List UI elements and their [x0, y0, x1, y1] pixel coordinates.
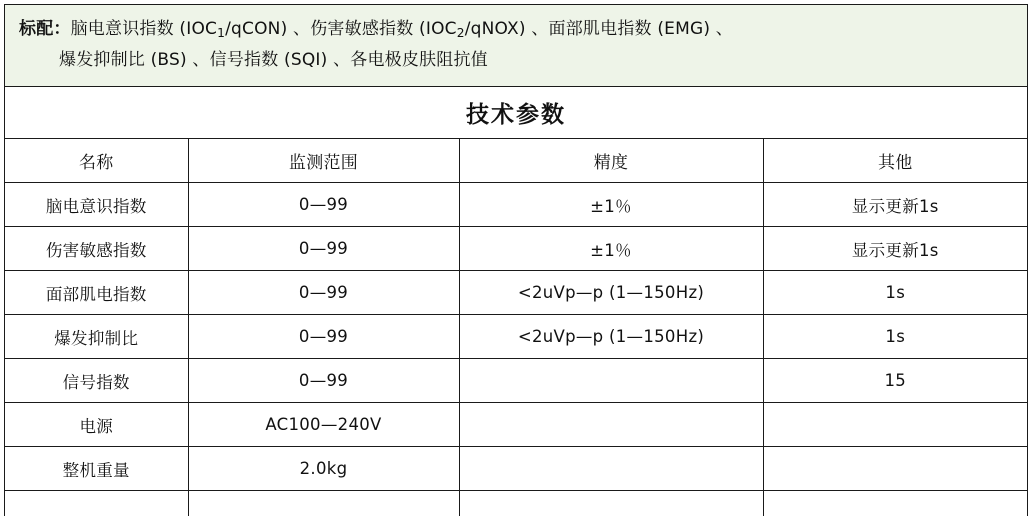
cell-other [763, 447, 1027, 491]
cell-accuracy: ±1％ [459, 183, 763, 227]
cell-range: 2.0kg [188, 447, 459, 491]
cell-clipped [763, 491, 1027, 516]
cell-name: 爆发抑制比 [5, 315, 188, 359]
cell-accuracy [459, 403, 763, 447]
cell-clipped [188, 491, 459, 516]
cell-name: 电源 [5, 403, 188, 447]
cell-name: 整机重量 [5, 447, 188, 491]
table-row [5, 403, 1027, 447]
cell-name: 伤害敏感指数 [5, 227, 188, 271]
table-row-clipped [5, 491, 1027, 516]
cell-range: AC100—240V [188, 403, 459, 447]
cell-range: 0—99 [188, 271, 459, 315]
note-sub-1: 1 [217, 26, 226, 41]
cell-range: 0—99 [188, 183, 459, 227]
table-header-row [5, 139, 1027, 183]
note-sub-2: 2 [456, 26, 465, 41]
cell-clipped [459, 491, 763, 516]
cell-name: 面部肌电指数 [5, 271, 188, 315]
cell-clipped [5, 491, 188, 516]
cell-range: 0—99 [188, 315, 459, 359]
table-row [5, 315, 1027, 359]
cell-accuracy: <2uVp—p (1—150Hz) [459, 315, 763, 359]
cell-accuracy [459, 447, 763, 491]
cell-other: 显示更新1s [763, 227, 1027, 271]
column-header-accuracy: 精度 [459, 139, 763, 183]
spec-document [4, 4, 1028, 516]
table-row [5, 183, 1027, 227]
spec-table [5, 139, 1027, 516]
cell-range: 0—99 [188, 359, 459, 403]
table-row [5, 227, 1027, 271]
cell-name: 脑电意识指数 [5, 183, 188, 227]
cell-other: 1s [763, 271, 1027, 315]
standard-config-note [5, 5, 1027, 87]
note-line-1 [19, 14, 1013, 45]
note-line-2: 爆发抑制比 (BS) 、信号指数 (SQI) 、各电极皮肤阻抗值 [59, 50, 488, 70]
cell-other: 1s [763, 315, 1027, 359]
cell-range: 0—99 [188, 227, 459, 271]
note-line-1-part-c: /qNOX) 、面部肌电指数 (EMG) 、 [464, 19, 733, 39]
cell-accuracy [459, 359, 763, 403]
note-line-1-part-b: /qCON) 、伤害敏感指数 (IOC [225, 19, 457, 39]
cell-other: 显示更新1s [763, 183, 1027, 227]
column-header-other: 其他 [763, 139, 1027, 183]
table-row [5, 271, 1027, 315]
note-label: 标配： [19, 19, 71, 39]
cell-other [763, 403, 1027, 447]
cell-accuracy: <2uVp—p (1—150Hz) [459, 271, 763, 315]
cell-name: 信号指数 [5, 359, 188, 403]
note-line-1-part-a: 脑电意识指数 (IOC [70, 19, 218, 39]
cell-accuracy: ±1％ [459, 227, 763, 271]
column-header-range: 监测范围 [188, 139, 459, 183]
table-row [5, 447, 1027, 491]
page-title: 技术参数 [466, 102, 566, 128]
column-header-name: 名称 [5, 139, 188, 183]
table-row [5, 359, 1027, 403]
cell-other: 15 [763, 359, 1027, 403]
table-title-row [5, 87, 1027, 139]
